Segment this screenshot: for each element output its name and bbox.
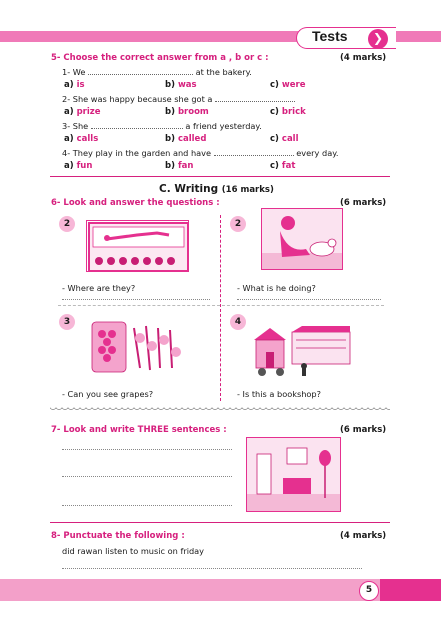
- row-divider: [58, 305, 384, 306]
- q5-item-1-text: 1- We: [62, 67, 86, 77]
- q5-item-1-post: at the bakery.: [195, 67, 252, 77]
- section-divider: [50, 176, 390, 177]
- q6-item-4-question: - Is this a bookshop?: [237, 389, 321, 399]
- q6-item-2-number: 2: [230, 216, 246, 232]
- q5-marks: (4 marks): [340, 53, 387, 63]
- q8-title: 8- Punctuate the following :: [51, 531, 185, 541]
- section-c-marks: (16 marks): [221, 185, 274, 195]
- q5-item-3: [62, 121, 262, 131]
- answer-line[interactable]: [62, 505, 232, 506]
- q5-item-2-text: 2- She was happy because she got a: [62, 94, 213, 104]
- answer-blank[interactable]: [91, 121, 183, 129]
- q5-item-3-option-c[interactable]: c) call: [270, 134, 299, 144]
- answer-line[interactable]: [62, 299, 210, 300]
- section-divider: [50, 522, 390, 523]
- q5-item-2-option-a[interactable]: a) prize: [64, 107, 101, 117]
- q6-title: 6- Look and answer the questions :: [51, 198, 220, 208]
- footer-band-accent: [380, 579, 441, 601]
- column-divider: [220, 215, 221, 401]
- q7-marks: (6 marks): [340, 425, 387, 435]
- bookshop-picture: [248, 320, 356, 380]
- answer-line[interactable]: [62, 476, 232, 477]
- q5-item-4-option-a[interactable]: a) fun: [64, 161, 93, 171]
- q5-item-1-option-b[interactable]: b) was: [165, 80, 197, 90]
- wavy-divider: [50, 407, 390, 413]
- chevron-right-icon: ❯: [368, 29, 388, 49]
- q5-item-2-option-b[interactable]: b) broom: [165, 107, 209, 117]
- answer-line[interactable]: [62, 568, 362, 569]
- q5-item-4: [62, 148, 339, 158]
- q5-item-2-option-c[interactable]: c) brick: [270, 107, 306, 117]
- q5-title: 5- Choose the correct answer from a , b or c :: [51, 53, 269, 63]
- q7-title: 7- Look and write THREE sentences :: [51, 425, 227, 435]
- q8-sentence: did rawan listen to music on friday: [62, 546, 205, 556]
- q5-item-3-option-b[interactable]: b) called: [165, 134, 207, 144]
- answer-blank[interactable]: [215, 94, 295, 102]
- q5-item-3-text: 3- She: [62, 121, 89, 131]
- answer-line[interactable]: [62, 449, 232, 450]
- q5-item-4-option-c[interactable]: c) fat: [270, 161, 296, 171]
- q6-item-1-number: 2: [59, 216, 75, 232]
- q6-marks: (6 marks): [340, 198, 387, 208]
- answer-blank[interactable]: [214, 148, 294, 156]
- q5-item-1-option-c[interactable]: c) were: [270, 80, 306, 90]
- q6-item-3-question: - Can you see grapes?: [62, 389, 154, 399]
- q5-item-3-post: a friend yesterday.: [185, 121, 262, 131]
- q5-item-2: [62, 94, 295, 104]
- q6-item-1-question: - Where are they?: [62, 283, 136, 293]
- page-title: Tests: [312, 28, 348, 44]
- flying-people-picture: [86, 220, 189, 272]
- man-with-dog-picture: [261, 208, 343, 270]
- q5-item-4-post: every day.: [296, 148, 339, 158]
- q5-item-4-text: 4- They play in the garden and have: [62, 148, 212, 158]
- room-picture: [246, 437, 341, 512]
- q6-item-2-question: - What is he doing?: [237, 283, 316, 293]
- answer-line[interactable]: [237, 299, 381, 300]
- grapes-picture: [88, 318, 186, 376]
- answer-blank[interactable]: [88, 67, 193, 75]
- q5-item-4-option-b[interactable]: b) fan: [165, 161, 194, 171]
- q6-item-4-number: 4: [230, 314, 246, 330]
- section-c-title: C. Writing (16 marks): [159, 183, 274, 195]
- page-number: 5: [359, 581, 379, 601]
- q8-marks: (4 marks): [340, 531, 387, 541]
- q5-item-3-option-a[interactable]: a) calls: [64, 134, 99, 144]
- q5-item-1: [62, 67, 252, 77]
- q6-item-3-number: 3: [59, 314, 75, 330]
- q5-item-1-option-a[interactable]: a) is: [64, 80, 85, 90]
